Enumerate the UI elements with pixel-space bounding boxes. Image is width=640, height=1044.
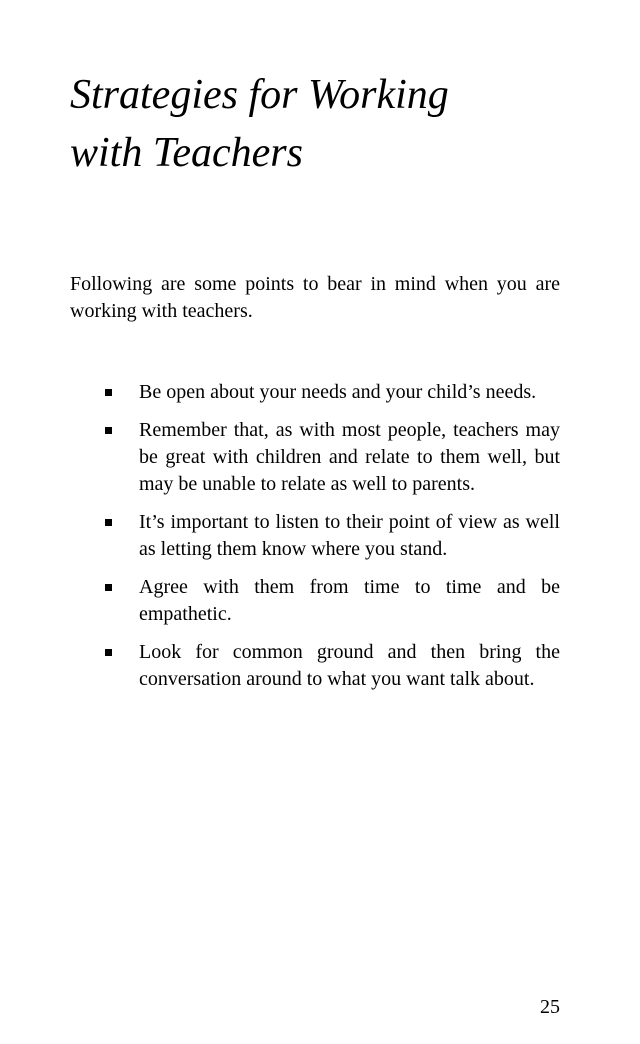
strategy-item-text: Look for common ground and then bring the conversation around to what you want talk about. [139, 641, 560, 690]
square-bullet-icon [105, 649, 112, 656]
strategy-list [0, 379, 640, 704]
strategy-item-text: Be open about your needs and your child’s needs. [139, 381, 537, 403]
page-title-line-2: with Teachers [70, 130, 303, 176]
strategy-item [0, 509, 560, 563]
page-title [70, 66, 570, 182]
page-title-line-1: Strategies for Working [70, 72, 449, 118]
square-bullet-icon [105, 389, 112, 396]
strategy-item-text: It’s important to listen to their point of view as well as letting them know where you stand. [139, 511, 560, 560]
strategy-item [0, 417, 560, 498]
strategy-item [0, 379, 560, 406]
square-bullet-icon [105, 519, 112, 526]
strategy-item-text: Agree with them from time to time and be empathetic. [139, 576, 560, 625]
page-number: 25 [540, 996, 560, 1018]
strategy-item [0, 639, 560, 693]
intro-paragraph: Following are some points to bear in mind when you are working with teachers. [70, 273, 560, 322]
square-bullet-icon [105, 427, 112, 434]
strategy-item-text: Remember that, as with most people, teachers may be great with children and relate to them well, but may be unable to relate as well to parents. [139, 419, 560, 495]
strategy-item [0, 574, 560, 628]
square-bullet-icon [105, 584, 112, 591]
